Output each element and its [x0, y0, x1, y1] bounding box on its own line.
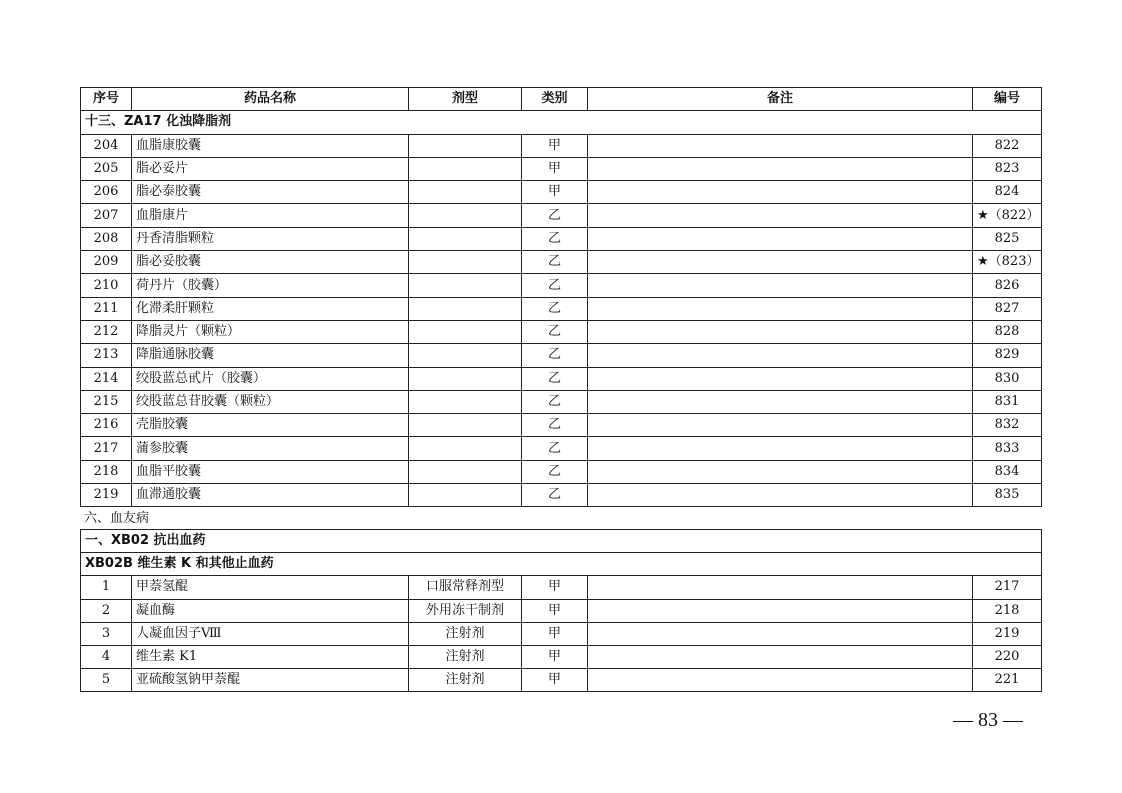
dosage-form-cell	[409, 134, 522, 157]
drug-name-cell: 甲萘氢醌	[132, 576, 409, 599]
remark-cell	[588, 297, 973, 320]
code-cell: 832	[973, 414, 1042, 437]
code-cell: 219	[973, 622, 1042, 645]
drug-name-cell: 蒲参胶囊	[132, 437, 409, 460]
code-cell: ★（822）	[973, 204, 1042, 227]
remark-cell	[588, 622, 973, 645]
table-row	[81, 484, 1042, 507]
table-row	[81, 437, 1042, 460]
category-cell: 乙	[522, 274, 588, 297]
remark-cell	[588, 227, 973, 250]
drug-name-cell: 脂必妥片	[132, 157, 409, 180]
table-row	[81, 344, 1042, 367]
code-cell: 828	[973, 320, 1042, 343]
dosage-form-cell	[409, 297, 522, 320]
row-no-cell: 209	[81, 251, 132, 274]
code-cell: 833	[973, 437, 1042, 460]
table-row	[81, 134, 1042, 157]
drug-table-lipid	[80, 87, 1042, 507]
code-cell: 218	[973, 599, 1042, 622]
category-cell: 甲	[522, 134, 588, 157]
remark-cell	[588, 484, 973, 507]
dosage-form-cell: 注射剂	[409, 669, 522, 692]
header-name: 药品名称	[132, 88, 409, 111]
row-no-cell: 1	[81, 576, 132, 599]
code-cell: ★（823）	[973, 251, 1042, 274]
subsection-title-row	[81, 553, 1042, 576]
dosage-form-cell	[409, 157, 522, 180]
dosage-form-cell	[409, 344, 522, 367]
table-row	[81, 576, 1042, 599]
remark-cell	[588, 576, 973, 599]
remark-cell	[588, 157, 973, 180]
code-cell: 824	[973, 181, 1042, 204]
header-remark: 备注	[588, 88, 973, 111]
page-number: — 83 —	[953, 709, 1023, 731]
row-no-cell: 205	[81, 157, 132, 180]
category-cell: 乙	[522, 251, 588, 274]
code-cell: 835	[973, 484, 1042, 507]
header-code: 编号	[973, 88, 1042, 111]
table-row	[81, 251, 1042, 274]
row-no-cell: 215	[81, 390, 132, 413]
dosage-form-cell	[409, 484, 522, 507]
remark-cell	[588, 367, 973, 390]
category-cell: 甲	[522, 181, 588, 204]
code-cell: 220	[973, 645, 1042, 668]
remark-cell	[588, 599, 973, 622]
drug-name-cell: 绞股蓝总甙片（胶囊）	[132, 367, 409, 390]
row-no-cell: 213	[81, 344, 132, 367]
remark-cell	[588, 251, 973, 274]
category-cell: 乙	[522, 367, 588, 390]
table-row	[81, 414, 1042, 437]
table-row	[81, 227, 1042, 250]
category-cell: 乙	[522, 390, 588, 413]
row-no-cell: 204	[81, 134, 132, 157]
drug-name-cell: 凝血酶	[132, 599, 409, 622]
remark-cell	[588, 274, 973, 297]
table-row	[81, 320, 1042, 343]
remark-cell	[588, 669, 973, 692]
row-no-cell: 216	[81, 414, 132, 437]
drug-name-cell: 降脂通脉胶囊	[132, 344, 409, 367]
dosage-form-cell	[409, 274, 522, 297]
remark-cell	[588, 414, 973, 437]
category-cell: 乙	[522, 320, 588, 343]
table-row	[81, 599, 1042, 622]
remark-cell	[588, 134, 973, 157]
dosage-form-cell: 注射剂	[409, 645, 522, 668]
table-row	[81, 622, 1042, 645]
drug-name-cell: 亚硫酸氢钠甲萘醌	[132, 669, 409, 692]
drug-name-cell: 血脂康胶囊	[132, 134, 409, 157]
drug-name-cell: 荷丹片（胶囊）	[132, 274, 409, 297]
table-header-row	[81, 88, 1042, 111]
row-no-cell: 212	[81, 320, 132, 343]
drug-name-cell: 维生素 K1	[132, 645, 409, 668]
category-cell: 乙	[522, 344, 588, 367]
category-cell: 乙	[522, 484, 588, 507]
remark-cell	[588, 390, 973, 413]
category-cell: 乙	[522, 227, 588, 250]
row-no-cell: 3	[81, 622, 132, 645]
subsection-title: XB02B 维生素 K 和其他止血药	[81, 553, 1042, 576]
section-title: 一、XB02 抗出血药	[81, 530, 1042, 553]
dosage-form-cell: 外用冻干制剂	[409, 599, 522, 622]
category-cell: 甲	[522, 157, 588, 180]
remark-cell	[588, 344, 973, 367]
section-title: 十三、ZA17 化浊降脂剂	[81, 111, 1042, 134]
section-title-row	[81, 111, 1042, 134]
row-no-cell: 5	[81, 669, 132, 692]
dosage-form-cell	[409, 414, 522, 437]
category-cell: 甲	[522, 645, 588, 668]
header-category: 类别	[522, 88, 588, 111]
table-row	[81, 297, 1042, 320]
row-no-cell: 219	[81, 484, 132, 507]
category-cell: 乙	[522, 437, 588, 460]
row-no-cell: 206	[81, 181, 132, 204]
table-row	[81, 645, 1042, 668]
code-cell: 217	[973, 576, 1042, 599]
category-cell: 乙	[522, 414, 588, 437]
category-cell: 乙	[522, 204, 588, 227]
code-cell: 221	[973, 669, 1042, 692]
drug-name-cell: 丹香清脂颗粒	[132, 227, 409, 250]
dosage-form-cell	[409, 181, 522, 204]
table-row	[81, 181, 1042, 204]
drug-name-cell: 人凝血因子Ⅷ	[132, 622, 409, 645]
disease-heading: 六、血友病	[84, 511, 150, 526]
dosage-form-cell: 注射剂	[409, 622, 522, 645]
category-cell: 甲	[522, 599, 588, 622]
remark-cell	[588, 645, 973, 668]
remark-cell	[588, 320, 973, 343]
row-no-cell: 211	[81, 297, 132, 320]
drug-name-cell: 降脂灵片（颗粒）	[132, 320, 409, 343]
drug-name-cell: 绞股蓝总苷胶囊（颗粒）	[132, 390, 409, 413]
drug-name-cell: 脂必泰胶囊	[132, 181, 409, 204]
table-row	[81, 157, 1042, 180]
table-row	[81, 390, 1042, 413]
drug-table-hemophilia	[80, 529, 1042, 692]
code-cell: 825	[973, 227, 1042, 250]
code-cell: 822	[973, 134, 1042, 157]
dosage-form-cell: 口服常释剂型	[409, 576, 522, 599]
category-cell: 乙	[522, 460, 588, 483]
row-no-cell: 207	[81, 204, 132, 227]
row-no-cell: 210	[81, 274, 132, 297]
drug-name-cell: 化滞柔肝颗粒	[132, 297, 409, 320]
row-no-cell: 208	[81, 227, 132, 250]
code-cell: 826	[973, 274, 1042, 297]
table-row	[81, 204, 1042, 227]
dosage-form-cell	[409, 367, 522, 390]
code-cell: 830	[973, 367, 1042, 390]
category-cell: 甲	[522, 669, 588, 692]
dosage-form-cell	[409, 227, 522, 250]
dosage-form-cell	[409, 204, 522, 227]
section-title-row	[81, 530, 1042, 553]
table-row	[81, 367, 1042, 390]
dosage-form-cell	[409, 251, 522, 274]
code-cell: 834	[973, 460, 1042, 483]
dosage-form-cell	[409, 390, 522, 413]
remark-cell	[588, 181, 973, 204]
drug-name-cell: 壳脂胶囊	[132, 414, 409, 437]
category-cell: 甲	[522, 576, 588, 599]
row-no-cell: 218	[81, 460, 132, 483]
code-cell: 829	[973, 344, 1042, 367]
dosage-form-cell	[409, 437, 522, 460]
code-cell: 827	[973, 297, 1042, 320]
drug-name-cell: 脂必妥胶囊	[132, 251, 409, 274]
header-no: 序号	[81, 88, 132, 111]
category-cell: 乙	[522, 297, 588, 320]
code-cell: 831	[973, 390, 1042, 413]
drug-name-cell: 血脂康片	[132, 204, 409, 227]
row-no-cell: 2	[81, 599, 132, 622]
remark-cell	[588, 460, 973, 483]
remark-cell	[588, 204, 973, 227]
row-no-cell: 214	[81, 367, 132, 390]
code-cell: 823	[973, 157, 1042, 180]
drug-name-cell: 血滞通胶囊	[132, 484, 409, 507]
row-no-cell: 217	[81, 437, 132, 460]
row-no-cell: 4	[81, 645, 132, 668]
dosage-form-cell	[409, 460, 522, 483]
category-cell: 甲	[522, 622, 588, 645]
table-row	[81, 669, 1042, 692]
dosage-form-cell	[409, 320, 522, 343]
drug-name-cell: 血脂平胶囊	[132, 460, 409, 483]
table-row	[81, 460, 1042, 483]
table-row	[81, 274, 1042, 297]
remark-cell	[588, 437, 973, 460]
header-form: 剂型	[409, 88, 522, 111]
